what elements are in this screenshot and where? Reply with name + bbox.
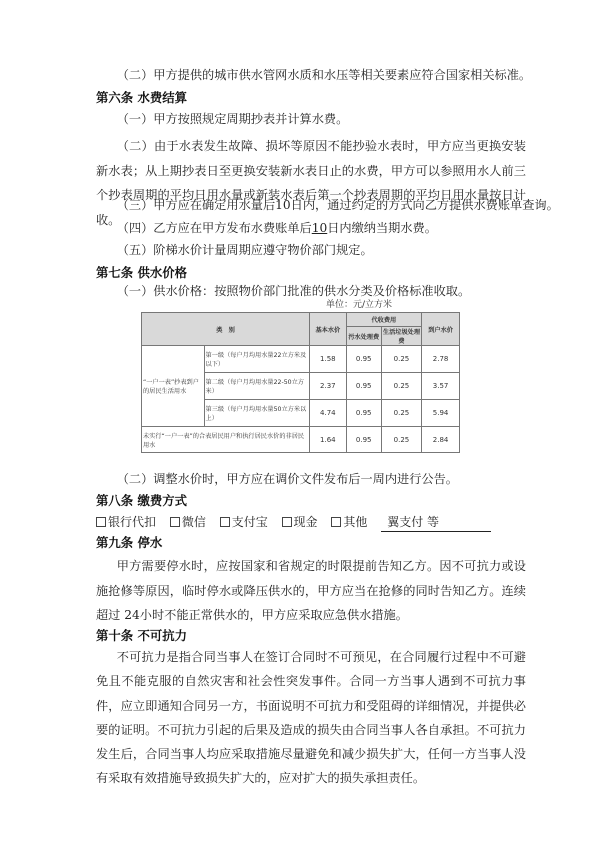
header-total-price: 到户水价 <box>422 313 460 346</box>
base-price-cell: 1.58 <box>310 346 346 373</box>
option-bank-debit[interactable]: 银行代扣 <box>96 515 156 529</box>
article10-heading: 第十条 不可抗力 <box>96 628 188 643</box>
article6-item4-suffix: 日内缴纳当期水费。 <box>327 221 437 235</box>
base-price-cell: 2.37 <box>310 373 346 400</box>
sewage-fee-cell: 0.95 <box>346 400 381 427</box>
article7-heading: 第七条 供水价格 <box>96 265 188 280</box>
article8-heading: 第八条 缴费方式 <box>96 493 188 508</box>
article6-item5: （五）阶梯水价计量周期应遵守物价部门规定。 <box>116 243 373 257</box>
checkbox-icon[interactable] <box>96 517 106 527</box>
option-alipay[interactable]: 支付宝 <box>220 515 268 529</box>
option-other[interactable]: 其他 <box>331 515 367 529</box>
sewage-fee-cell: 0.95 <box>346 427 381 453</box>
base-price-cell: 1.64 <box>310 427 346 453</box>
total-price-cell: 2.78 <box>422 346 460 373</box>
article10-body: 不可抗力是指合同当事人在签订合同时不可预见，在合同履行过程中不可避免且不能克服的自然灾害和社会性突发事件。合同一方当事人遇到不可抗力事件，应立即通知合同另一方，书面说明不可抗力和受阻碍的详细情况，并提供必要的证明。不可抗力引起的后果及造成的损失由合同当事人各自承担。不可抗力发生后，合同当事人均应采取措施尽量避免和减少损失扩大，任何一方当事人没有采取有效措施导致损失扩大的，应对扩大的损失承担责任。 <box>96 650 526 786</box>
resident-group-label: “一户一表”抄表到户的居民生活用水 <box>142 346 205 427</box>
article7-item1: （一）供水价格：按照物价部门批准的供水分类及价格标准收取。 <box>116 284 471 298</box>
article6-item3: （三）甲方应在确定用水量后10日内，通过约定的方式向乙方提供水费账单查询。 <box>116 198 559 212</box>
checkbox-icon[interactable] <box>331 517 341 527</box>
header-sewage-fee: 污水处理费 <box>346 327 381 346</box>
sewage-fee-cell: 0.95 <box>346 346 381 373</box>
table-header-row <box>142 313 460 327</box>
payment-options <box>96 513 491 532</box>
base-price-cell: 4.74 <box>310 400 346 427</box>
header-garbage-fee: 生活垃圾处理费 <box>381 327 421 346</box>
tier-label: 第一级（每户月均用水量22立方米及以下） <box>204 346 310 373</box>
article9-heading: 第九条 停水 <box>96 535 163 550</box>
non-resident-label: 未实行“一户一表”的合表居民用户和执行居民水价的非居民用水 <box>142 427 310 453</box>
checkbox-icon[interactable] <box>170 517 180 527</box>
article6-item1: （一）甲方按照规定周期抄表并计算水费。 <box>116 112 349 126</box>
article7-item2: （二）调整水价时，甲方应在调价文件发布后一周内进行公告。 <box>116 472 458 486</box>
total-price-cell: 3.57 <box>422 373 460 400</box>
article6-item4 <box>96 219 526 237</box>
sewage-fee-cell: 0.95 <box>346 373 381 400</box>
article9-body: 甲方需要停水时，应按国家和省规定的时限提前告知乙方。因不可抗力或设施抢修等原因，临时停水或降压供水的，甲方应当在抢修的同时告知乙方。连续超过 24小时不能正常供水的，甲方应采取应急供水措施。 <box>96 559 526 622</box>
article6-heading: 第六条 水费结算 <box>96 90 188 105</box>
checkbox-icon[interactable] <box>282 517 292 527</box>
garbage-fee-cell: 0.25 <box>381 373 421 400</box>
garbage-fee-cell: 0.25 <box>381 427 421 453</box>
header-agency-fees: 代收费用 <box>346 313 422 327</box>
payment-days-value: 10 <box>311 221 328 235</box>
header-base-price: 基本水价 <box>310 313 346 346</box>
article6-item2: （二）由于水表发生故障、损坏等原因不能抄验水表时，甲方应当更换安装新水表；从上期抄表日至更换安装新水表日止的水费，甲方可以参照用水人前三个抄表周期的平均日用水量或新装水表后第一个抄表周期的平均日用水量按日计收。 <box>96 139 526 227</box>
table-row <box>142 427 460 453</box>
tier-label: 第三级（每户月均用水量50立方米以上） <box>204 400 310 427</box>
price-unit: 单位：元/立方米 <box>326 300 393 310</box>
article5-item2: （二）甲方提供的城市供水管网水质和水压等相关要素应符合国家相关标准。 <box>116 68 532 82</box>
article6-item4-prefix: （四）乙方应在甲方发布水费账单后 <box>116 221 312 235</box>
header-category: 类 别 <box>142 313 310 346</box>
table-row <box>142 346 460 373</box>
other-payment-field[interactable]: 翼支付 等 <box>381 513 491 532</box>
total-price-cell: 5.94 <box>422 400 460 427</box>
option-wechat[interactable]: 微信 <box>170 515 206 529</box>
water-price-table <box>141 312 460 453</box>
option-cash[interactable]: 现金 <box>282 515 318 529</box>
tier-label: 第二级（每户月均用水量22-50立方米） <box>204 373 310 400</box>
garbage-fee-cell: 0.25 <box>381 400 421 427</box>
total-price-cell: 2.84 <box>422 427 460 453</box>
garbage-fee-cell: 0.25 <box>381 346 421 373</box>
checkbox-icon[interactable] <box>220 517 230 527</box>
